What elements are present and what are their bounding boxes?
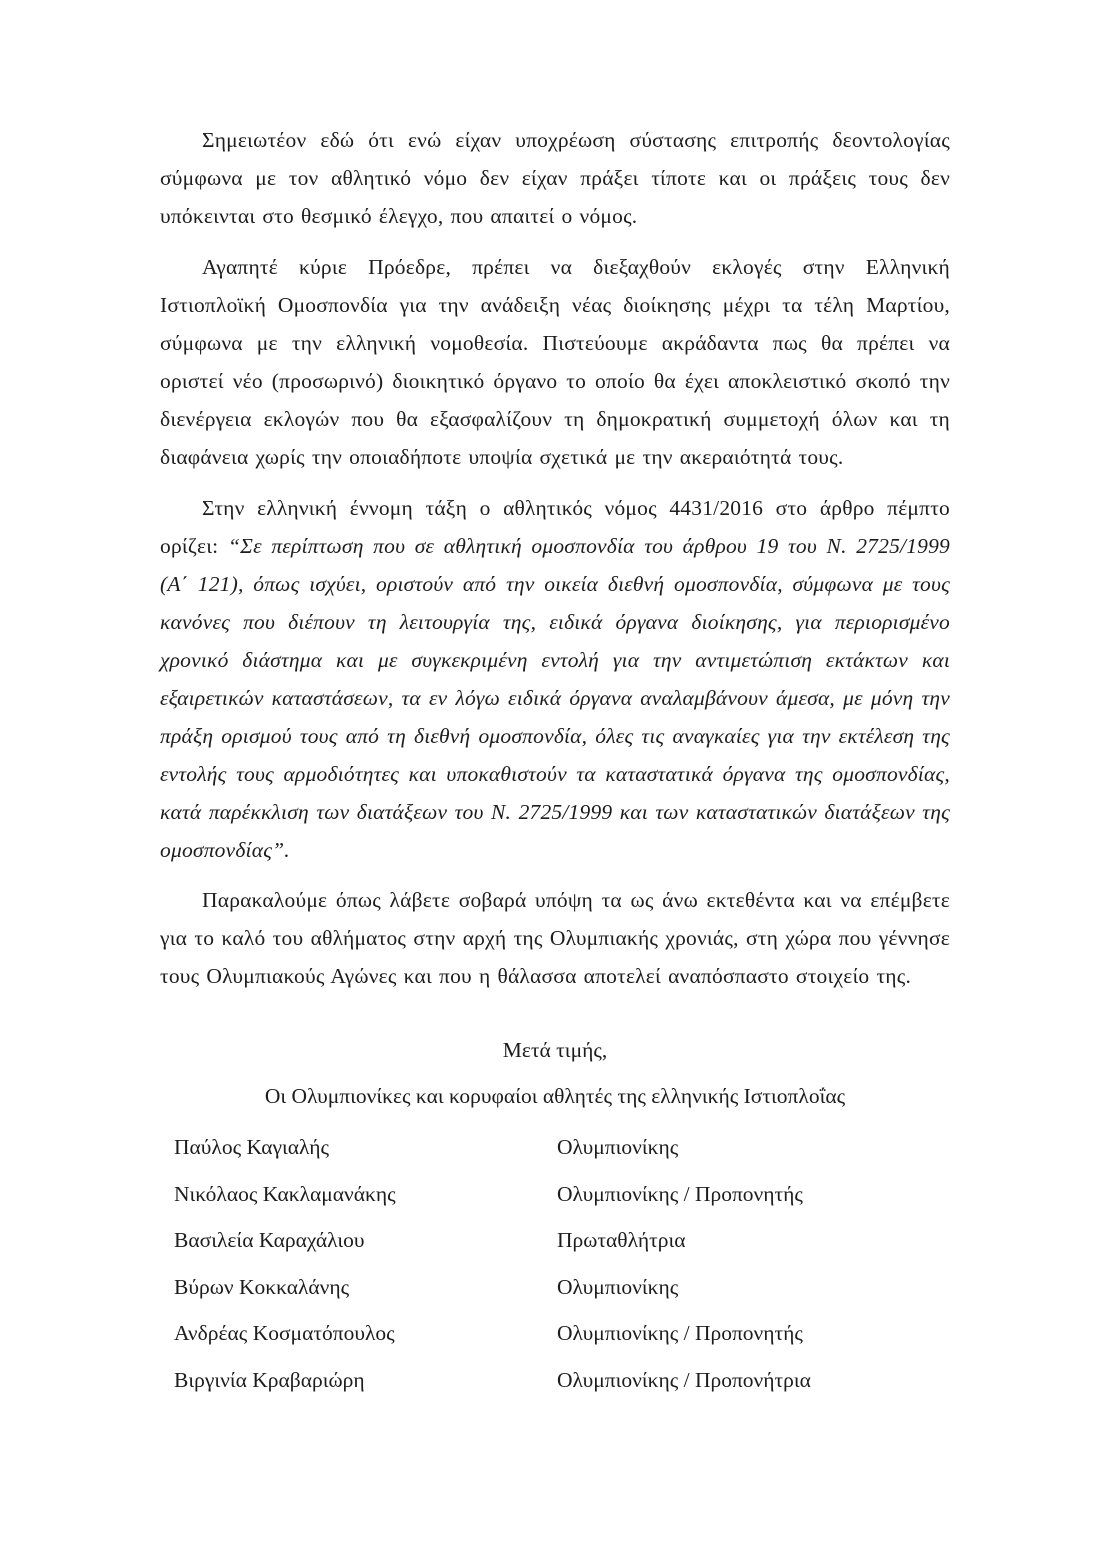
signatory-title: Ολυμπιονίκης [557,1135,679,1159]
signatory-title: Ολυμπιονίκης [557,1274,679,1299]
paragraph-elections-request: Αγαπητέ κύριε Πρόεδρε, πρέπει να διεξαχθούν εκλογές στην Ελληνική Ιστιοπλοϊκή Ομοσπονδία για την ανάδειξη νέας διοίκησης μέχρι τα τέλη Μαρτίου, σύμφωνα με την ελληνική νομοθεσία. Πιστεύουμε ακράδαντα πως θα πρέπει να οριστεί νέο (προσωρινό) διοικητικό όργανο το οποίο θα έχει αποκλειστικό σκοπό την διενέργεια εκλογών που θα εξασφαλίζουν τη δημοκρατική συμμετοχή όλων και τη διαφάνεια χωρίς την οποιαδήποτε υποψία σχετικά με την ακεραιότητά τους. [160,255,950,469]
signatory-row [174,1268,950,1306]
paragraph-legal-citation [160,489,950,869]
signatory-name: Παύλος Καγιαλής [174,1135,330,1159]
signatory-name: Ανδρέας Κοσματόπουλος [174,1321,395,1345]
closing-signature-line: Οι Ολυμπιονίκες και κορυφαίοι αθλητές της ελληνικής Ιστιοπλοΐας [264,1084,846,1108]
signatory-row [174,1128,950,1166]
signatories-list [160,1128,950,1399]
signatory-title: Ολυμπιονίκης / Προπονήτρια [557,1367,811,1392]
paragraph-appeal: Παρακαλούμε όπως λάβετε σοβαρά υπόψη τα ως άνω εκτεθέντα και να επέμβετε για το καλό του αθλήματος στην αρχή της Ολυμπιακής χρονιάς, στη χώρα που γέννησε τους Ολυμπιακούς Αγώνες και που η θάλασσα αποτελεί αναπόσπαστο στοιχείο της. [160,888,950,988]
legal-citation-intro: Στην ελληνική έννομη τάξη ο αθλητικός νόμος 4431/2016 στο άρθρο πέμπτο ορίζει: [160,496,950,558]
signatory-row [174,1361,950,1399]
signatory-row [174,1175,950,1213]
signatory-name: Βύρων Κοκκαλάνης [174,1274,350,1299]
paragraph-ethics-committee: Σημειωτέον εδώ ότι ενώ είχαν υποχρέωση σύστασης επιτροπής δεοντολογίας σύμφωνα με τον αθλητικό νόμο δεν είχαν πράξει τίποτε και οι πράξεις τους δεν υπόκεινται στο θεσμικό έλεγχο, που απαιτεί ο νόμος. [160,128,950,228]
signatory-title: Πρωταθλήτρια [557,1228,686,1252]
signatory-name: Νικόλαος Κακλαμανάκης [174,1181,396,1206]
signatory-title: Ολυμπιονίκης / Προπονητής [557,1181,803,1206]
signatory-row [174,1314,950,1352]
signatory-name: Βιργινία Κραβαριώρη [174,1367,365,1392]
closing-salutation: Μετά τιμής, [502,1038,608,1062]
signatory-row [174,1221,950,1259]
legal-citation-quote: “Σε περίπτωση που σε αθλητική ομοσπονδία του άρθρου 19 του Ν. 2725/1999 (Α΄ 121), όπως ισχύει, οριστούν από την οικεία διεθνή ομοσπονδία, σύμφωνα με τους κανόνες που διέπουν τη λειτουργία της, ειδικά όργανα διοίκησης, για περιορισμένο χρονικό διάστημα και με συγκεκριμένη εντολή για την αντιμετώπιση εκτάκτων και εξαιρετικών καταστάσεων, τα εν λόγω ειδικά όργανα αναλαμβάνουν άμεσα, με μόνη την πράξη ορισμού τους από τη διεθνή ομοσπονδία, όλες τις αναγκαίες για την εκτέλεση της εντολής τους αρμοδιότητες και υποκαθιστούν τα καταστατικά όργανα της ομοσπονδίας, κατά παρέκκλιση των διατάξεων του Ν. 2725/1999 και των καταστατικών διατάξεων της ομοσπονδίας”. [160,534,950,862]
signatory-title: Ολυμπιονίκης / Προπονητής [557,1321,803,1345]
signatory-name: Βασιλεία Καραχάλιου [174,1228,365,1252]
